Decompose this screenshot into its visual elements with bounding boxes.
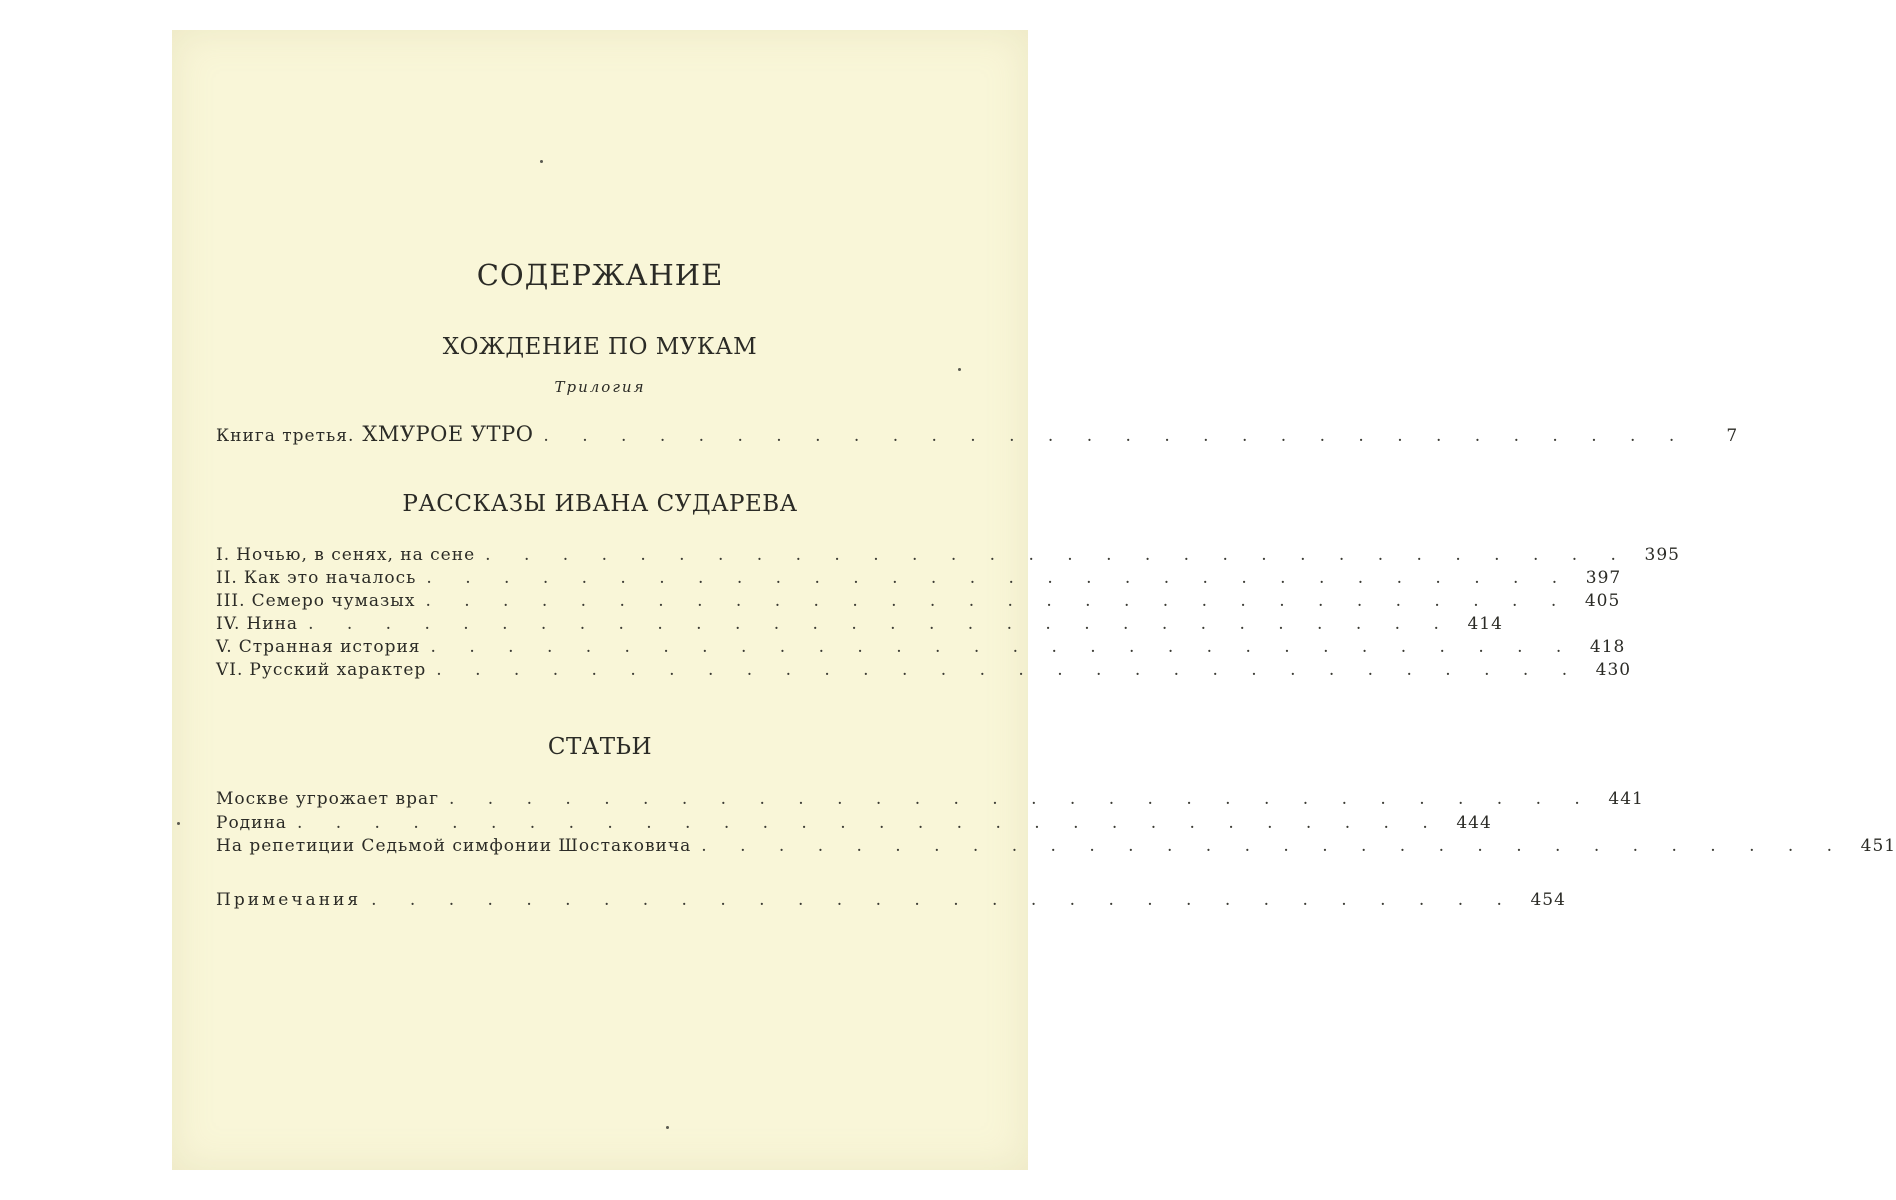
toc-entry-label: Русский характер [249,660,427,680]
toc-entry-notes [216,890,1566,910]
paper-speck [540,160,543,163]
toc-entry-article-1 [216,789,1644,809]
book-page [172,30,1896,1170]
toc-leader: . . . . . . . . . . . . . . . . . . . . . . . . . . . . . . [436,660,1582,680]
toc-entry-article-2 [216,813,1492,833]
toc-entry-label: Семеро чумазых [251,591,416,611]
toc-entry-numeral: VI. [216,660,244,680]
toc-entry-story-5 [216,637,1626,657]
toc-leader: . . . . . . . . . . . . . . . . . . . . . . . . . . . . . . [371,890,1516,910]
toc-page-number: 430 [1595,660,1632,680]
toc-leader: . . . . . . . . . . . . . . . . . . . . . . . . . . . . . . [485,545,1630,565]
toc-entry-label: Нина [246,614,299,634]
toc-leader: . . . . . . . . . . . . . . . . . . . . . . . . . . . . . . [430,637,1576,657]
toc-entry-numeral: IV. [216,614,241,634]
toc-leader: . . . . . . . . . . . . . . . . . . . . . . . . . . . . . . [308,614,1453,634]
toc-entry-label: На репетиции Седьмой симфонии Шостаковича [216,836,692,856]
toc-page-number: 397 [1585,568,1622,588]
toc-leader: . . . . . . . . . . . . . . . . . . . . . . . . . . . . . . [449,789,1594,809]
toc-leader: . . . . . . . . . . . . . . . . . . . . . . . . . . . . . . [425,591,1571,611]
section-title-stati: СТАТЬИ [547,734,653,760]
toc-entry-numeral: V. [216,637,233,657]
toc-page-number: 444 [1456,813,1492,833]
toc-page-number: 418 [1589,637,1626,657]
toc-leader: . . . . . . . . . . . . . . . . . . . . . . . . . . . . . . [426,568,1572,588]
section-subtitle-trilogy: Трилогия [554,378,646,396]
toc-page-number: 7 [1726,426,1739,446]
paper-speck [177,822,180,825]
toc-leader: . . . . . . . . . . . . . . . . . . . . . . . . . . . . . . [296,813,1442,833]
toc-page-number: 414 [1467,614,1503,634]
toc-entry-label: Ночью, в сенях, на сене [236,545,476,565]
contents-title: СОДЕРЖАНИЕ [476,258,724,292]
toc-page-number: 451 [1860,836,1896,856]
toc-page-number: 441 [1608,789,1644,809]
toc-entry-label: Странная история [238,637,421,657]
paper-speck [666,1126,669,1129]
toc-entry-story-6 [216,660,1632,680]
toc-leader: . . . . . . . . . . . . . . . . . . . . . . . . . . . . . . [543,426,1689,446]
toc-leader: . . . . . . . . . . . . . . . . . . . . . . . . . . . . . . [701,836,1847,856]
toc-entry-story-4 [216,614,1503,634]
toc-entry-label: Как это началось [243,568,417,588]
toc-entry-story-2 [216,568,1622,588]
toc-entry-label: Родина [216,813,287,833]
toc-entry-label: Примечания [216,890,362,910]
toc-entry-story-1 [216,545,1680,565]
toc-page-number: 405 [1584,591,1621,611]
toc-entry-numeral: III. [216,591,246,611]
toc-page-number: 454 [1530,890,1566,910]
toc-entry-article-3 [216,836,1896,856]
toc-entry-label: Москве угрожает враг [216,789,439,809]
toc-entry-numeral: II. [216,568,238,588]
toc-entry-numeral: I. [216,545,231,565]
toc-entry-story-3 [216,591,1621,611]
section-title-khozhdenie: ХОЖДЕНИЕ ПО МУКАМ [442,334,758,360]
toc-page-number: 395 [1644,545,1680,565]
section-title-rasskazy: РАССКАЗЫ ИВАНА СУДАРЕВА [402,491,798,517]
toc-entry-book-three [216,422,1739,446]
toc-entry-title: ХМУРОЕ УТРО [362,422,534,446]
paper-speck [958,368,961,371]
toc-entry-prefix: Книга третья. [216,426,355,446]
